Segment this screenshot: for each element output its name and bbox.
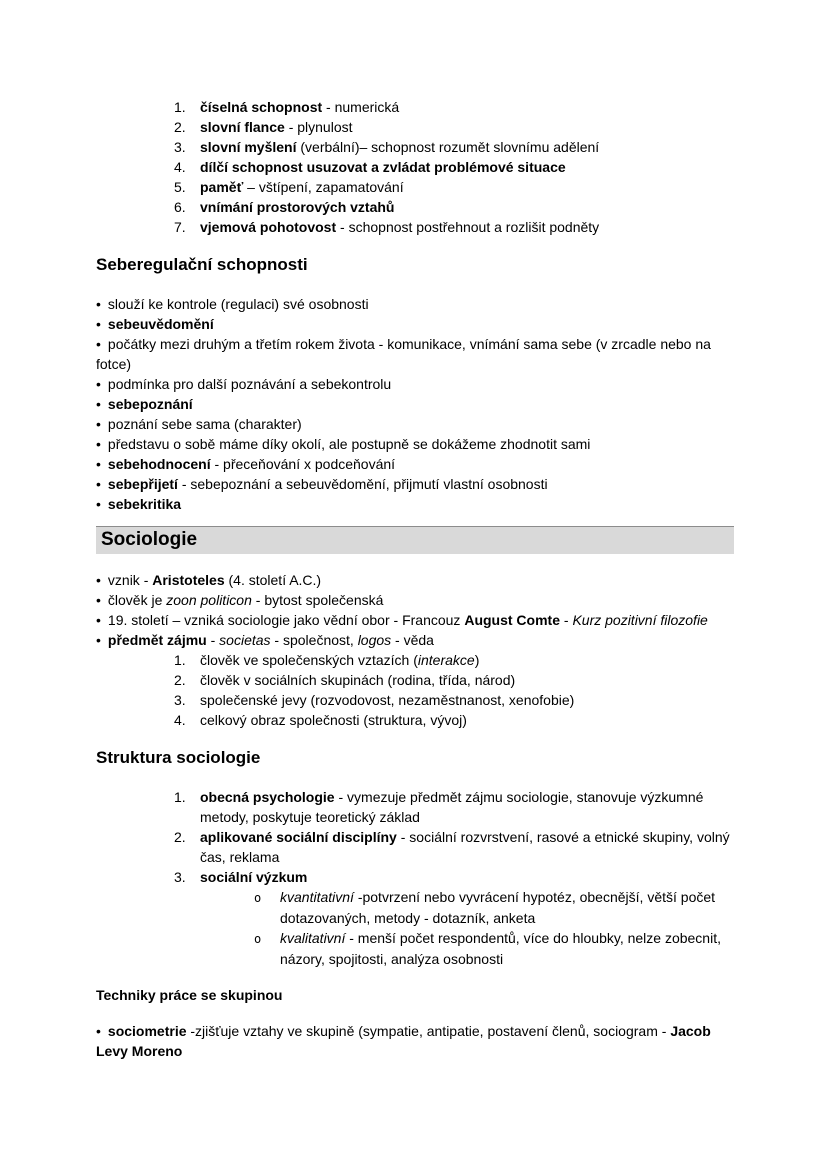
text-run: vjemová pohotovost [200, 219, 337, 235]
text-run: zoon politicon [166, 592, 252, 608]
text-run: kvalitativní [280, 930, 346, 946]
list-item [96, 117, 734, 137]
list-item [96, 630, 734, 650]
text-run: předmět zájmu [107, 632, 207, 648]
section-heading-seberegulacni-schopnosti: Seberegulační schopnosti [96, 255, 308, 274]
list-item [96, 314, 734, 334]
text-run: - plynulost [284, 119, 353, 135]
text-run: (verbální)– schopnost rozumět slovnímu adělení [296, 139, 600, 155]
list-item [96, 294, 734, 314]
vyzkum-sublist [200, 887, 734, 969]
list-item [96, 570, 734, 590]
text-run: - [560, 612, 573, 628]
text-run: logos [357, 632, 392, 648]
text-run: sebeuvědomění [107, 316, 214, 332]
list-item [96, 97, 734, 117]
text-run: ) [474, 652, 480, 668]
text-run: (4. století A.C.) [224, 572, 322, 588]
text-run: 19. století – vzniká sociologie jako vědní obor - Francouz [107, 612, 465, 628]
list-item [96, 494, 734, 514]
text-run: -potvrzení nebo vyvrácení hypotéz, obecnější, větší počet dotazovaných, metody - dotazník, anketa [280, 889, 716, 926]
text-run: poznání sebe sama (charakter) [107, 416, 302, 432]
text-run: - menší počet respondentů, více do hloubky, nelze zobecnit, názory, spojitosti, analýza osobnosti [280, 930, 721, 967]
text-run: - věda [391, 632, 434, 648]
text-run: vnímání prostorových vztahů [200, 199, 395, 215]
text-run: interakce [417, 652, 475, 668]
text-run: societas [219, 632, 271, 648]
text-run: – vštípení, zapamatování [243, 179, 404, 195]
list-item [96, 610, 734, 630]
text-run: sebepřijetí [107, 476, 178, 492]
text-run: celkový obraz společnosti (struktura, vývoj) [200, 712, 467, 728]
list-item [96, 650, 734, 670]
list-item [96, 787, 734, 827]
text-run: - bytost společenská [251, 592, 384, 608]
text-run: slovní myšlení [200, 139, 297, 155]
text-run: Aristoteles [152, 572, 225, 588]
text-run: - společnost, [270, 632, 358, 648]
section-heading-techniky-prace: Techniky práce se skupinou [96, 987, 283, 1003]
text-run: počátky mezi druhým a třetím rokem života - komunikace, vnímání sama sebe (v zrcadle nebo na fotce) [96, 336, 711, 372]
list-item [96, 454, 734, 474]
text-run: August Comte [464, 612, 560, 628]
text-run: - numerická [322, 99, 400, 115]
text-run: společenské jevy (rozvodovost, nezaměstnanost, xenofobie) [200, 692, 575, 708]
text-run: - přeceňování x podceňování [210, 456, 396, 472]
text-run: sebekritika [107, 496, 182, 512]
text-run: - [206, 632, 220, 648]
list-item [96, 217, 734, 237]
abilities-list [96, 97, 734, 237]
list-item [96, 137, 734, 157]
list-item [96, 177, 734, 197]
seberegulacni-list [96, 294, 734, 514]
text-run: představu o sobě máme díky okolí, ale postupně se dokážeme zhodnotit sami [107, 436, 591, 452]
text-run: číselná schopnost [200, 99, 323, 115]
text-run: paměť [200, 179, 244, 195]
sociologie-intro-list [96, 570, 734, 650]
list-item [96, 670, 734, 690]
text-run: Kurz pozitivní filozofie [572, 612, 708, 628]
list-item [96, 434, 734, 454]
list-item [96, 157, 734, 177]
list-item [96, 827, 734, 867]
text-run: sociometrie [107, 1023, 187, 1039]
text-run: podmínka pro další poznávání a sebekontrolu [107, 376, 392, 392]
list-item [96, 690, 734, 710]
text-run: člověk v sociálních skupinách (rodina, třída, národ) [200, 672, 516, 688]
text-run: slouží ke kontrole (regulaci) své osobnosti [107, 296, 369, 312]
text-run: člověk ve společenských vztazích ( [200, 652, 418, 668]
text-run: člověk je [107, 592, 167, 608]
struktura-list [96, 787, 734, 969]
list-item [96, 1021, 734, 1061]
text-run: aplikované sociální disciplíny [200, 829, 397, 845]
list-item [96, 867, 734, 969]
list-item [200, 887, 734, 928]
text-run: slovní flance [200, 119, 285, 135]
text-run: - sebepoznání a sebeuvědomění, přijmutí vlastní osobnosti [177, 476, 548, 492]
text-run: - sociální rozvrstvení, rasové a etnické skupiny, volný čas, reklama [200, 829, 730, 865]
list-item [200, 928, 734, 969]
list-item [96, 414, 734, 434]
text-run: - vymezuje předmět zájmu sociologie, stanovuje výzkumné metody, poskytuje teoretický základ [200, 789, 704, 825]
text-run: sociální výzkum [200, 869, 308, 885]
text-run: kvantitativní [280, 889, 354, 905]
list-item [96, 710, 734, 730]
list-item [96, 394, 734, 414]
text-run: obecná psychologie [200, 789, 335, 805]
list-item [96, 590, 734, 610]
list-item [96, 334, 734, 374]
sociologie-topics-list [96, 650, 734, 730]
text-run: sebehodnocení [107, 456, 211, 472]
section-heading-sociologie: Sociologie [96, 526, 734, 554]
section-heading-struktura-sociologie: Struktura sociologie [96, 748, 261, 767]
techniky-list [96, 1021, 734, 1061]
list-item [96, 474, 734, 494]
text-run: -zjišťuje vztahy ve skupině (sympatie, antipatie, postavení členů, sociogram - [186, 1023, 671, 1039]
text-run: dílčí schopnost usuzovat a zvládat problémové situace [200, 159, 566, 175]
text-run: vznik - [107, 572, 153, 588]
text-run: sebepoznání [107, 396, 193, 412]
text-run: - schopnost postřehnout a rozlišit podněty [336, 219, 600, 235]
list-item [96, 197, 734, 217]
list-item [96, 374, 734, 394]
text-run: Jacob Levy Moreno [96, 1023, 711, 1059]
